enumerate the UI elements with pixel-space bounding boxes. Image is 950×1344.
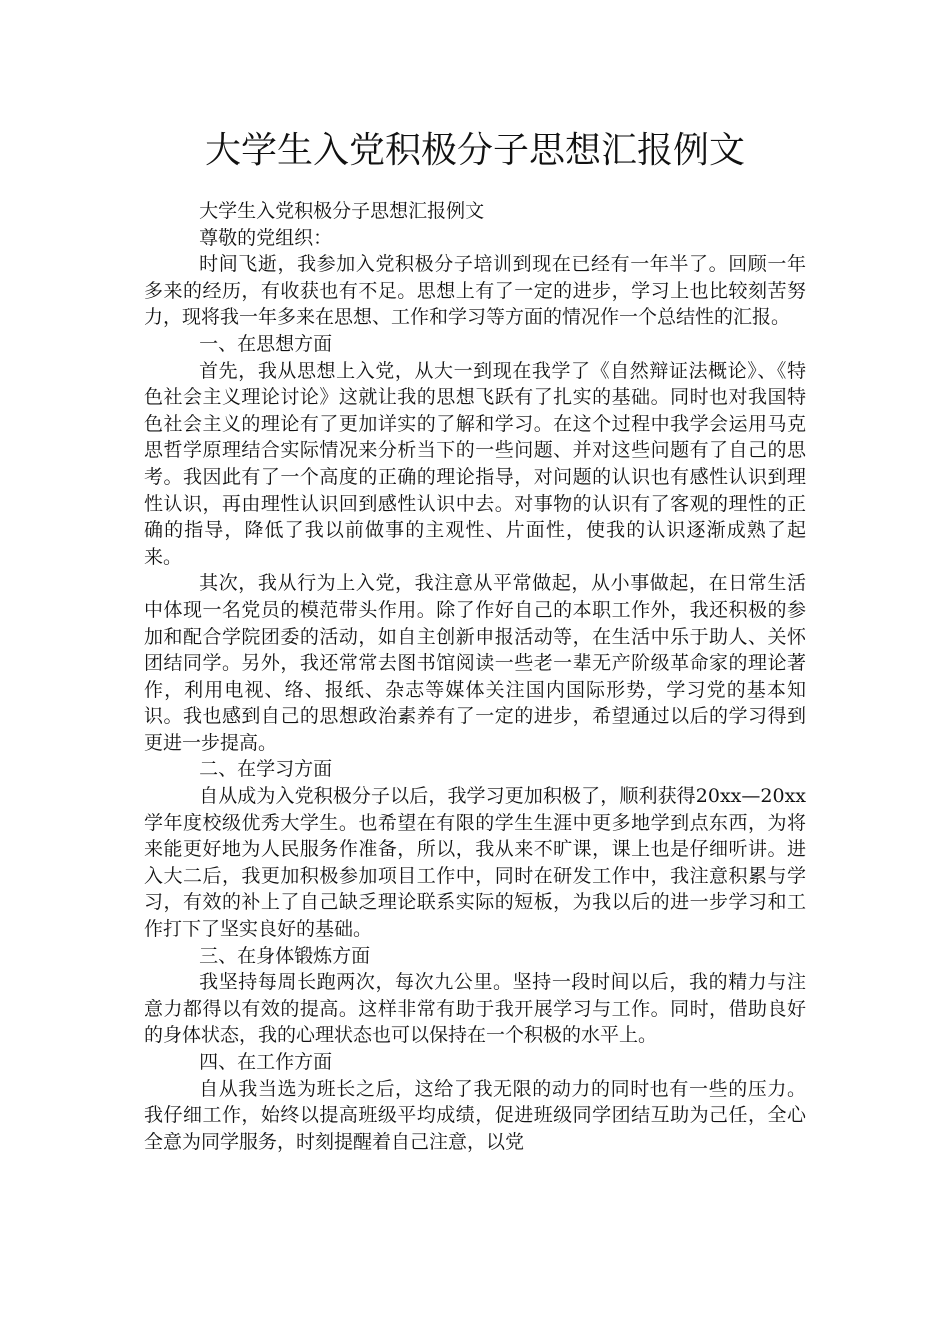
section-heading-thought: 一、在思想方面 — [199, 332, 333, 355]
section-heading-work: 四、在工作方面 — [199, 1051, 333, 1073]
body-paragraph-salutation: 尊敬的党组织： — [199, 226, 333, 249]
body-paragraph-study: 自从成为入党积极分子以后，我学习更加积极了，顺利获得20xx—20xx学年度校级优秀大学生。也希望在有限的学生生涯中更多地学到点东西，为将来能更好地为人民服务作准备，所以，我从来不旷课，课上也是仔细听讲。进入大二后，我更加积极参加项目工作中，同时在研发工作中，我注意积累与学习，有效的补上了自己缺乏理论联系实际的短板，为我以后的进一步学习和工作打下了坚实良好的基础。 — [144, 785, 806, 941]
section-heading-study: 二、在学习方面 — [199, 758, 333, 781]
section-heading-exercise: 三、在身体锻炼方面 — [199, 944, 371, 967]
document-body — [144, 198, 806, 1155]
body-paragraph-work: 自从我当选为班长之后，这给了我无限的动力的同时也有一些的压力。我仔细工作，始终以提高班级平均成绩，促进班级同学团结互助为己任，全心全意为同学服务，时刻提醒着自己注意，以党 — [144, 1077, 806, 1153]
body-paragraph-thought-2: 其次，我从行为上入党，我注意从平常做起，从小事做起，在日常生活中体现一名党员的模范带头作用。除了作好自己的本职工作外，我还积极的参加和配合学院团委的活动，如自主创新申报活动等，在生活中乐于助人、关怀团结同学。另外，我还常常去图书馆阅读一些老一辈无产阶级革命家的理论著作，利用电视、络、报纸、杂志等媒体关注国内国际形势，学习党的基本知识。我也感到自己的思想政治素养有了一定的进步，希望通过以后的学习得到更进一步提高。 — [144, 572, 806, 754]
body-paragraph-exercise: 我坚持每周长跑两次，每次九公里。坚持一段时间以后，我的精力与注意力都得以有效的提高。这样非常有助于我开展学习与工作。同时，借助良好的身体状态，我的心理状态也可以保持在一个积极的水平上。 — [144, 971, 806, 1047]
document-title: 大学生入党积极分子思想汇报例文 — [204, 130, 745, 171]
body-paragraph-thought-1: 首先，我从思想上入党，从大一到现在我学了《自然辩证法概论》、《特色社会主义理论讨论》这就让我的思想飞跃有了扎实的基础。同时也对我国特色社会主义的理论有了更加详实的了解和学习。在这个过程中我学会运用马克思哲学原理结合实际情况来分析当下的一些问题、并对这些问题有了自己的思考。我因此有了一个高度的正确的理论指导，对问题的认识也有感性认识到理性认识，再由理性认识回到感性认识中去。对事物的认识有了客观的理性的正确的指导，降低了我以前做事的主观性、片面性，使我的认识逐渐成熟了起来。 — [144, 359, 806, 568]
body-paragraph-intro: 时间飞逝，我参加入党积极分子培训到现在已经有一年半了。回顾一年多来的经历，有收获也有不足。思想上有了一定的进步，学习上也比较刻苦努力，现将我一年多来在思想、工作和学习等方面的情况作一个总结性的汇报。 — [144, 253, 806, 329]
body-paragraph-doc-name: 大学生入党积极分子思想汇报例文 — [199, 200, 485, 222]
